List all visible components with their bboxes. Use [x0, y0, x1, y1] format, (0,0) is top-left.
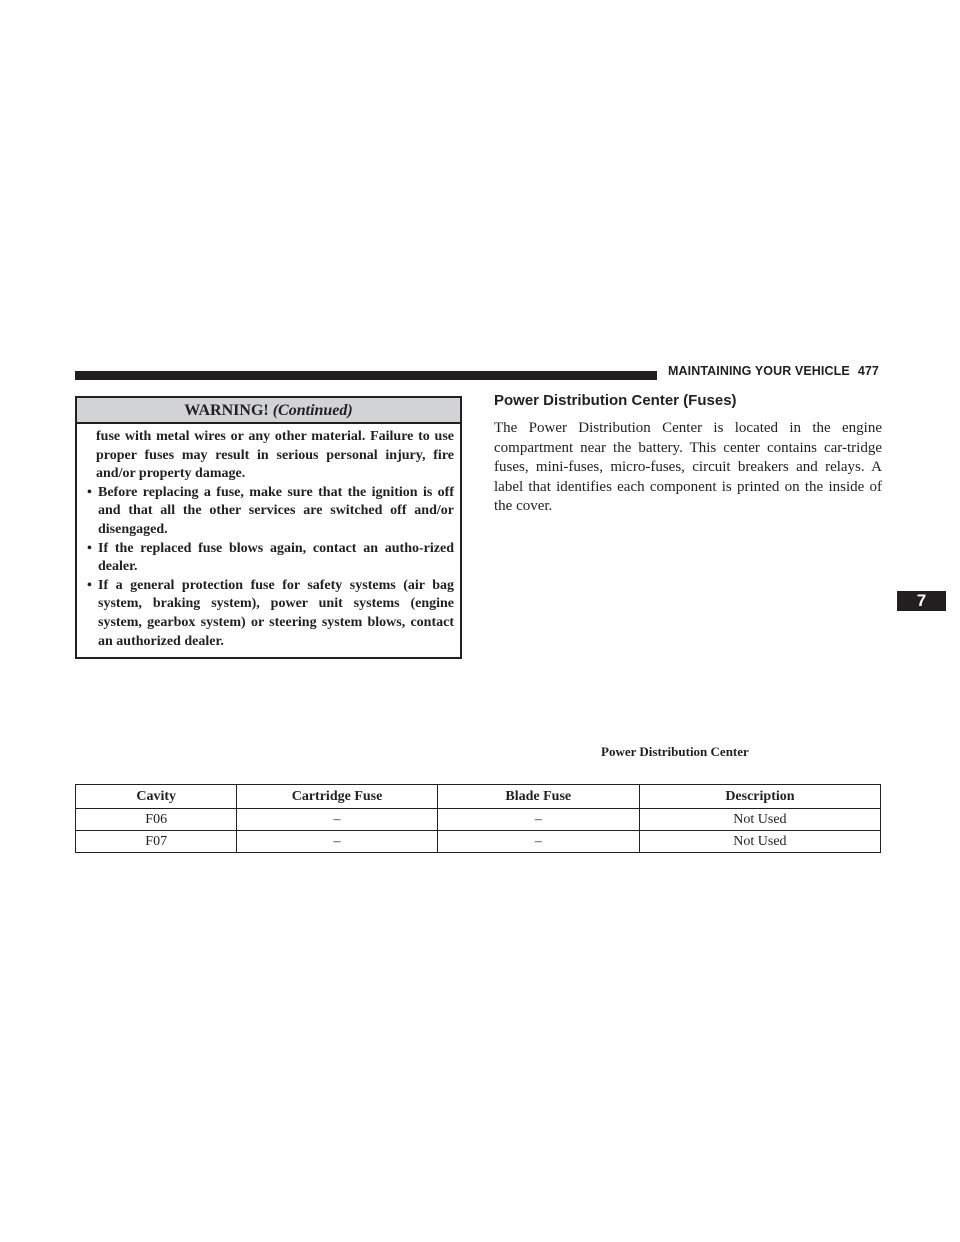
warning-body	[77, 424, 460, 651]
page-number: 477	[857, 364, 879, 378]
table-header-row	[76, 785, 881, 809]
section-heading: Power Distribution Center (Fuses)	[494, 392, 737, 409]
chapter-tab: 7	[897, 591, 946, 611]
running-header	[668, 364, 879, 378]
column-header-description: Description	[639, 785, 880, 809]
header-section-title: MAINTAINING YOUR VEHICLE	[668, 364, 850, 378]
warning-bullet-text: Before replacing a fuse, make sure that the ignition is off and that all the other services are switched off and/or disengaged.	[98, 484, 454, 537]
figure-caption: Power Distribution Center	[601, 744, 749, 759]
warning-title: WARNING!	[184, 402, 269, 419]
bullet-mark: •	[87, 484, 92, 500]
cell-cartridge-fuse: –	[237, 809, 437, 831]
warning-continuation: fuse with metal wires or any other material. Failure to use proper fuses may result in serious personal injury, fire and/or property damage.	[96, 429, 454, 482]
bullet-mark: •	[87, 540, 92, 556]
warning-bullet	[87, 540, 454, 577]
warning-bullet	[87, 577, 454, 651]
warning-header	[77, 398, 460, 424]
cell-blade-fuse: –	[437, 809, 639, 831]
cell-cavity: F06	[76, 809, 237, 831]
table-row	[76, 831, 881, 853]
warning-bullet	[87, 484, 454, 540]
warning-box	[75, 396, 462, 659]
cell-blade-fuse: –	[437, 831, 639, 853]
cell-description: Not Used	[639, 809, 880, 831]
warning-bullet-text: If the replaced fuse blows again, contact an autho-rized dealer.	[98, 540, 454, 575]
section-paragraph: The Power Distribution Center is located in the engine compartment near the battery. This center contains car-tridge fuses, mini-fuses, micro-fuses, circuit breakers and relays. A label that identifies each component is printed on the inside of the cover.	[494, 420, 882, 514]
column-header-blade-fuse: Blade Fuse	[437, 785, 639, 809]
column-header-cartridge-fuse: Cartridge Fuse	[237, 785, 437, 809]
bullet-mark: •	[87, 577, 92, 593]
column-header-cavity: Cavity	[76, 785, 237, 809]
warning-continued: (Continued)	[272, 402, 353, 419]
warning-bullet-text: If a general protection fuse for safety systems (air bag system, braking system), power unit systems (engine system, gearbox system) or steering system blows, contact an authorized dealer.	[98, 577, 454, 649]
cell-cartridge-fuse: –	[237, 831, 437, 853]
cell-description: Not Used	[639, 831, 880, 853]
cell-cavity: F07	[76, 831, 237, 853]
header-rule	[75, 371, 657, 380]
fuse-table	[75, 784, 881, 853]
table-row	[76, 809, 881, 831]
